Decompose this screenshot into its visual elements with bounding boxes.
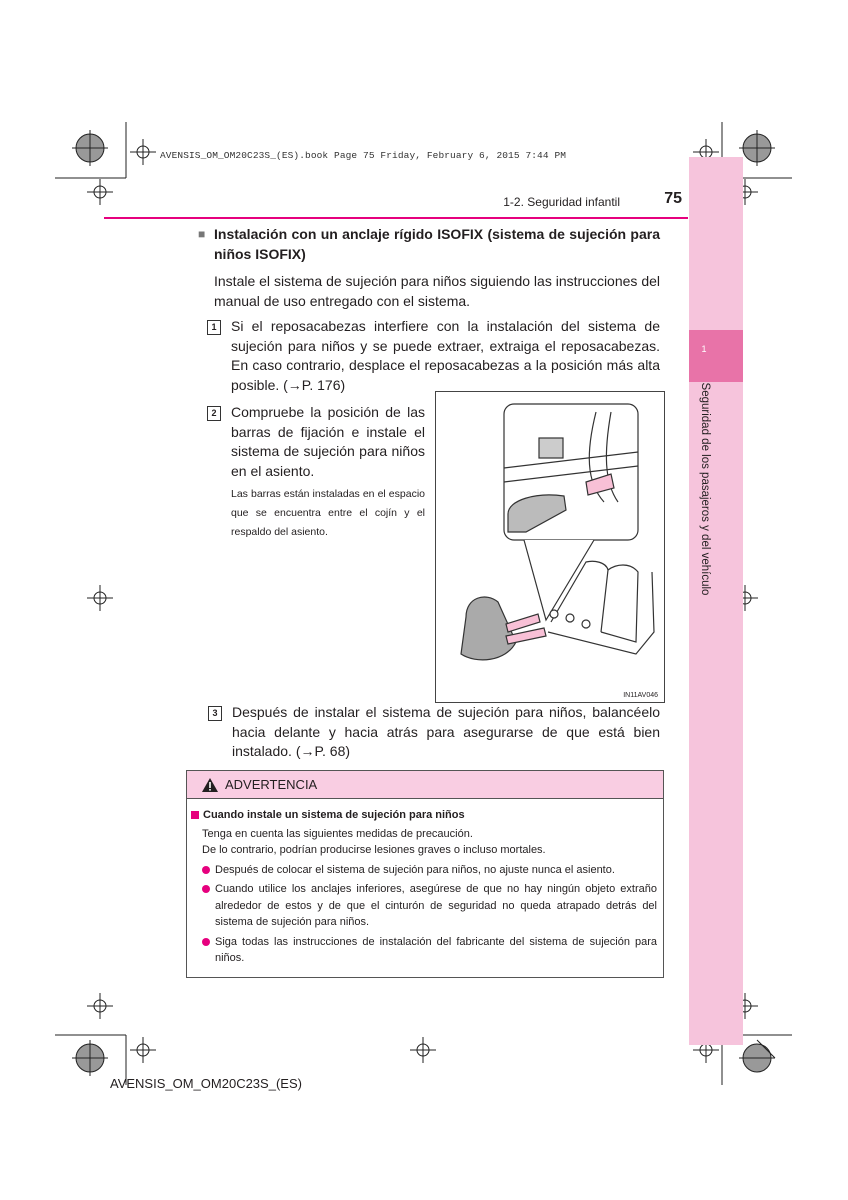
- registration-mark-icon: [739, 1040, 775, 1072]
- step-number: 2: [207, 406, 221, 421]
- step-text: Después de instalar el sistema de sujeción para niños, balancéelo hacia delante y hacia atrás para asegurarse de que está bien instalado. (→P. 68): [232, 704, 660, 759]
- warning-triangle-icon: [201, 777, 219, 793]
- warning-item: [191, 881, 657, 931]
- crosshair-icon: [410, 1037, 436, 1063]
- pink-square-bullet-icon: [191, 811, 199, 819]
- square-bullet-icon: ■: [198, 227, 206, 241]
- step-3: [208, 703, 660, 762]
- isofix-illustration: [435, 391, 665, 703]
- crosshair-icon: [87, 585, 113, 611]
- step-text: Compruebe la posición de las barras de fijación e instale el sistema de sujeción para niños en el asiento.: [231, 404, 425, 479]
- warning-title: ADVERTENCIA: [225, 777, 318, 792]
- warning-subtitle-text: Cuando instale un sistema de sujeción para niños: [203, 809, 465, 821]
- registration-mark-icon: [72, 1040, 108, 1076]
- step-number: 3: [208, 706, 222, 721]
- intro-paragraph: Instale el sistema de sujeción para niños siguiendo las instrucciones del manual de uso entregado con el sistema.: [214, 273, 660, 309]
- figure-code: IN11AV046: [623, 692, 658, 699]
- step-text: Si el reposacabezas interfiere con la instalación del sistema de sujeción para niños y se puede extraer, extraiga el reposacabezas. En caso contrario, desplace el reposacabezas a la posición más alta posible. (→P. 176): [231, 318, 660, 393]
- registration-mark-icon: [739, 130, 775, 166]
- header-rule: [104, 217, 688, 219]
- warning-item: [191, 862, 657, 879]
- crosshair-icon: [87, 179, 113, 205]
- side-tab: [689, 157, 743, 1045]
- pink-dot-bullet-icon: [202, 866, 210, 874]
- side-tab-title: Seguridad de los pasajeros y del vehículo: [699, 382, 711, 596]
- warning-item: [191, 934, 657, 967]
- warning-item-text: Siga todas las instrucciones de instalación del fabricante del sistema de sujeción para niños.: [215, 935, 657, 964]
- heading-text: Instalación con un anclaje rígido ISOFIX (sistema de sujeción para niños ISOFIX): [214, 226, 660, 262]
- registration-mark-icon: [72, 130, 108, 166]
- isofix-seat-diagram-icon: [436, 392, 664, 692]
- warning-header: [187, 771, 663, 799]
- section-heading: [198, 224, 660, 264]
- side-tab-active[interactable]: [689, 330, 743, 382]
- crosshair-icon: [87, 993, 113, 1019]
- pink-dot-bullet-icon: [202, 938, 210, 946]
- warning-subtitle: [191, 807, 657, 824]
- warning-item-text: Después de colocar el sistema de sujeción para niños, no ajuste nunca el asiento.: [215, 863, 615, 876]
- warning-line: Tenga en cuenta las siguientes medidas de precaución.: [202, 827, 473, 840]
- warning-item-text: Cuando utilice los anclajes inferiores, asegúrese de que no hay ningún objeto extraño alrededor de estos y de que el cinturón de seguridad no queda atrapado detrás del sistema de sujeción para niños.: [215, 883, 657, 928]
- step-note: Las barras están instaladas en el espacio que se encuentra entre el cojín y el respaldo del asiento.: [231, 488, 425, 538]
- pink-dot-bullet-icon: [202, 885, 210, 893]
- section-label: 1-2. Seguridad infantil: [503, 195, 620, 209]
- side-tab-number: 1: [701, 344, 707, 354]
- step-number: 1: [207, 320, 221, 335]
- print-header: AVENSIS_OM_OM20C23S_(ES).book Page 75 Friday, February 6, 2015 7:44 PM: [160, 150, 567, 161]
- warning-line: De lo contrario, podrían producirse lesiones graves o incluso mortales.: [202, 844, 546, 856]
- warning-box: [186, 770, 664, 978]
- crosshair-icon: [130, 139, 156, 165]
- footer-code: AVENSIS_OM_OM20C23S_(ES): [110, 1076, 302, 1091]
- step-1: [207, 317, 660, 395]
- page-number: 75: [664, 190, 682, 207]
- crosshair-icon: [130, 1037, 156, 1063]
